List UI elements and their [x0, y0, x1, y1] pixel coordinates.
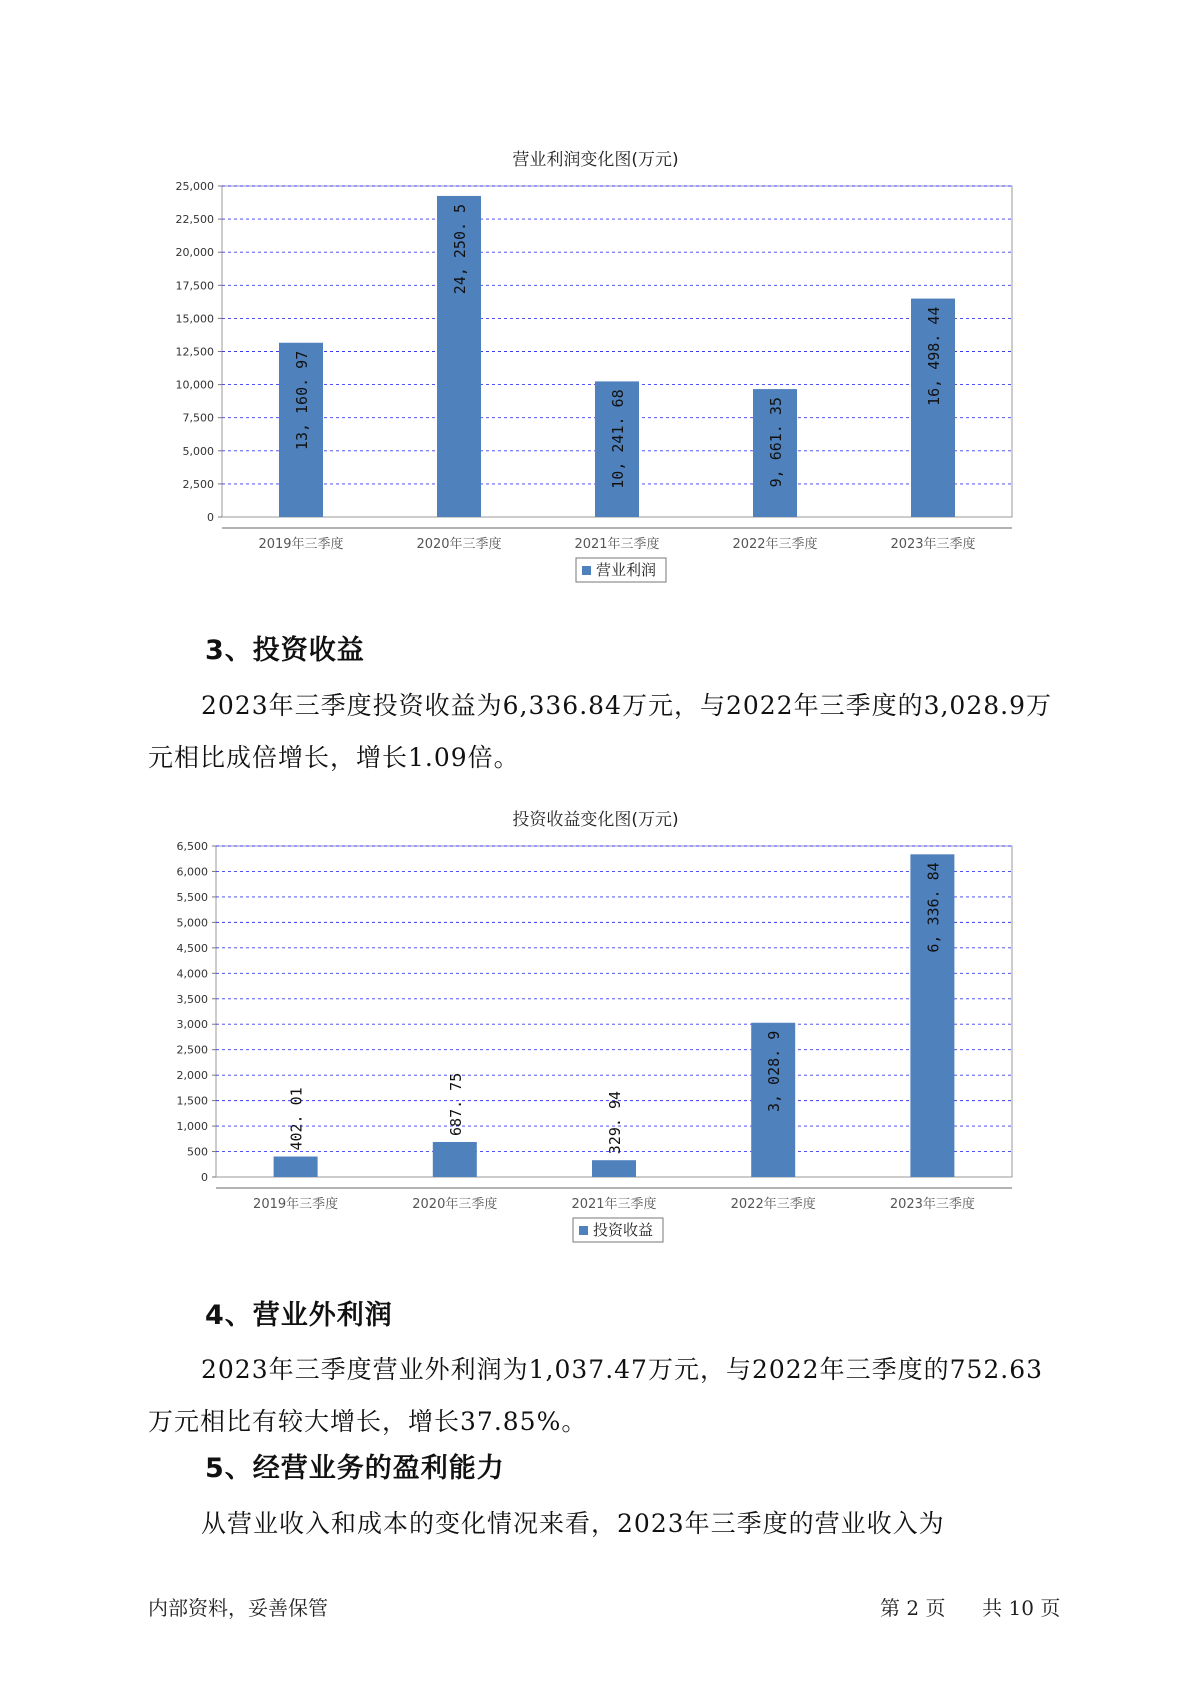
x-tick-label: 2022年三季度	[732, 537, 818, 552]
y-tick-label: 2,000	[176, 1069, 208, 1083]
y-tick-label: 6,500	[176, 840, 208, 853]
y-tick-label: 1,500	[176, 1094, 208, 1108]
section-heading-non-operating-profit: 4、营业外利润	[205, 1300, 393, 1331]
x-tick-label: 2023年三季度	[890, 537, 976, 552]
x-tick-label: 2021年三季度	[574, 537, 660, 552]
legend-swatch	[582, 566, 591, 575]
x-tick-label: 2022年三季度	[730, 1197, 816, 1212]
y-tick-label: 2,500	[176, 1043, 208, 1057]
y-tick-label: 20,000	[175, 246, 214, 260]
y-tick-label: 4,000	[176, 967, 208, 981]
footer-total-pages: 共 10 页	[982, 1596, 1061, 1620]
y-tick-label: 10,000	[175, 378, 214, 392]
data-label: 3, 028. 9	[765, 1030, 784, 1113]
section-text-non-operating-profit: 2023年三季度营业外利润为1,037.47万元，与2022年三季度的752.63万元相比有较大增长，增长37.85%。	[148, 1355, 1044, 1436]
y-tick-label: 0	[201, 1171, 208, 1184]
data-label: 24, 250. 5	[451, 203, 469, 295]
chart-title: 营业利润变化图(万元)	[512, 150, 679, 170]
y-tick-label: 7,500	[182, 411, 214, 425]
chart-title: 投资收益变化图(万元)	[512, 810, 679, 830]
y-tick-label: 25,000	[175, 180, 214, 193]
data-label: 402. 01	[287, 1087, 306, 1151]
footer-page-info	[880, 1592, 1060, 1621]
y-tick-label: 0	[207, 511, 214, 524]
data-label: 16, 498. 44	[925, 306, 943, 406]
bar	[592, 1160, 636, 1177]
data-label: 329. 94	[606, 1090, 624, 1155]
x-tick-label: 2019年三季度	[253, 1197, 339, 1212]
y-tick-label: 15,000	[175, 312, 214, 326]
bar	[433, 1142, 477, 1177]
data-label: 6, 336. 84	[924, 862, 943, 953]
y-tick-label: 17,500	[175, 279, 214, 293]
y-tick-label: 3,000	[176, 1018, 208, 1032]
legend-swatch	[579, 1226, 588, 1235]
y-tick-label: 22,500	[175, 213, 214, 227]
y-tick-label: 6,000	[176, 865, 208, 879]
data-label: 10, 241. 68	[609, 389, 627, 489]
y-tick-label: 5,000	[182, 444, 214, 458]
footer-page-number: 第 2 页	[880, 1596, 946, 1620]
x-tick-label: 2021年三季度	[571, 1197, 657, 1212]
y-tick-label: 4,500	[176, 941, 208, 955]
y-tick-label: 5,500	[176, 890, 208, 904]
operating-profit-chart-svg	[0, 170, 1191, 630]
section-heading-profitability: 5、经营业务的盈利能力	[205, 1453, 505, 1484]
investment-income-chart-svg	[0, 830, 1191, 1250]
data-label: 9, 661. 35	[767, 397, 785, 488]
legend-label: 营业利润	[596, 561, 657, 579]
data-label: 687. 75	[446, 1072, 465, 1136]
y-tick-label: 3,500	[176, 992, 208, 1006]
y-tick-label: 1,000	[176, 1120, 208, 1134]
footer-confidential-note: 内部资料，妥善保管	[148, 1596, 328, 1620]
y-tick-label: 500	[187, 1145, 208, 1159]
y-tick-label: 2,500	[182, 477, 214, 491]
x-tick-label: 2020年三季度	[412, 1197, 498, 1212]
x-tick-label: 2019年三季度	[258, 537, 344, 552]
y-tick-label: 12,500	[175, 345, 214, 359]
data-label: 13, 160. 97	[293, 350, 311, 451]
section-text-profitability: 从营业收入和成本的变化情况来看，2023年三季度的营业收入为	[201, 1509, 945, 1538]
section-text-investment-income: 2023年三季度投资收益为6,336.84万元，与2022年三季度的3,028.9万元相比成倍增长，增长1.09倍。	[148, 691, 1052, 772]
y-tick-label: 5,000	[176, 916, 208, 930]
legend-label: 投资收益	[593, 1221, 654, 1239]
x-tick-label: 2020年三季度	[416, 537, 502, 552]
x-tick-label: 2023年三季度	[889, 1197, 975, 1212]
bar	[274, 1157, 318, 1177]
section-heading-investment-income: 3、投资收益	[205, 635, 365, 666]
